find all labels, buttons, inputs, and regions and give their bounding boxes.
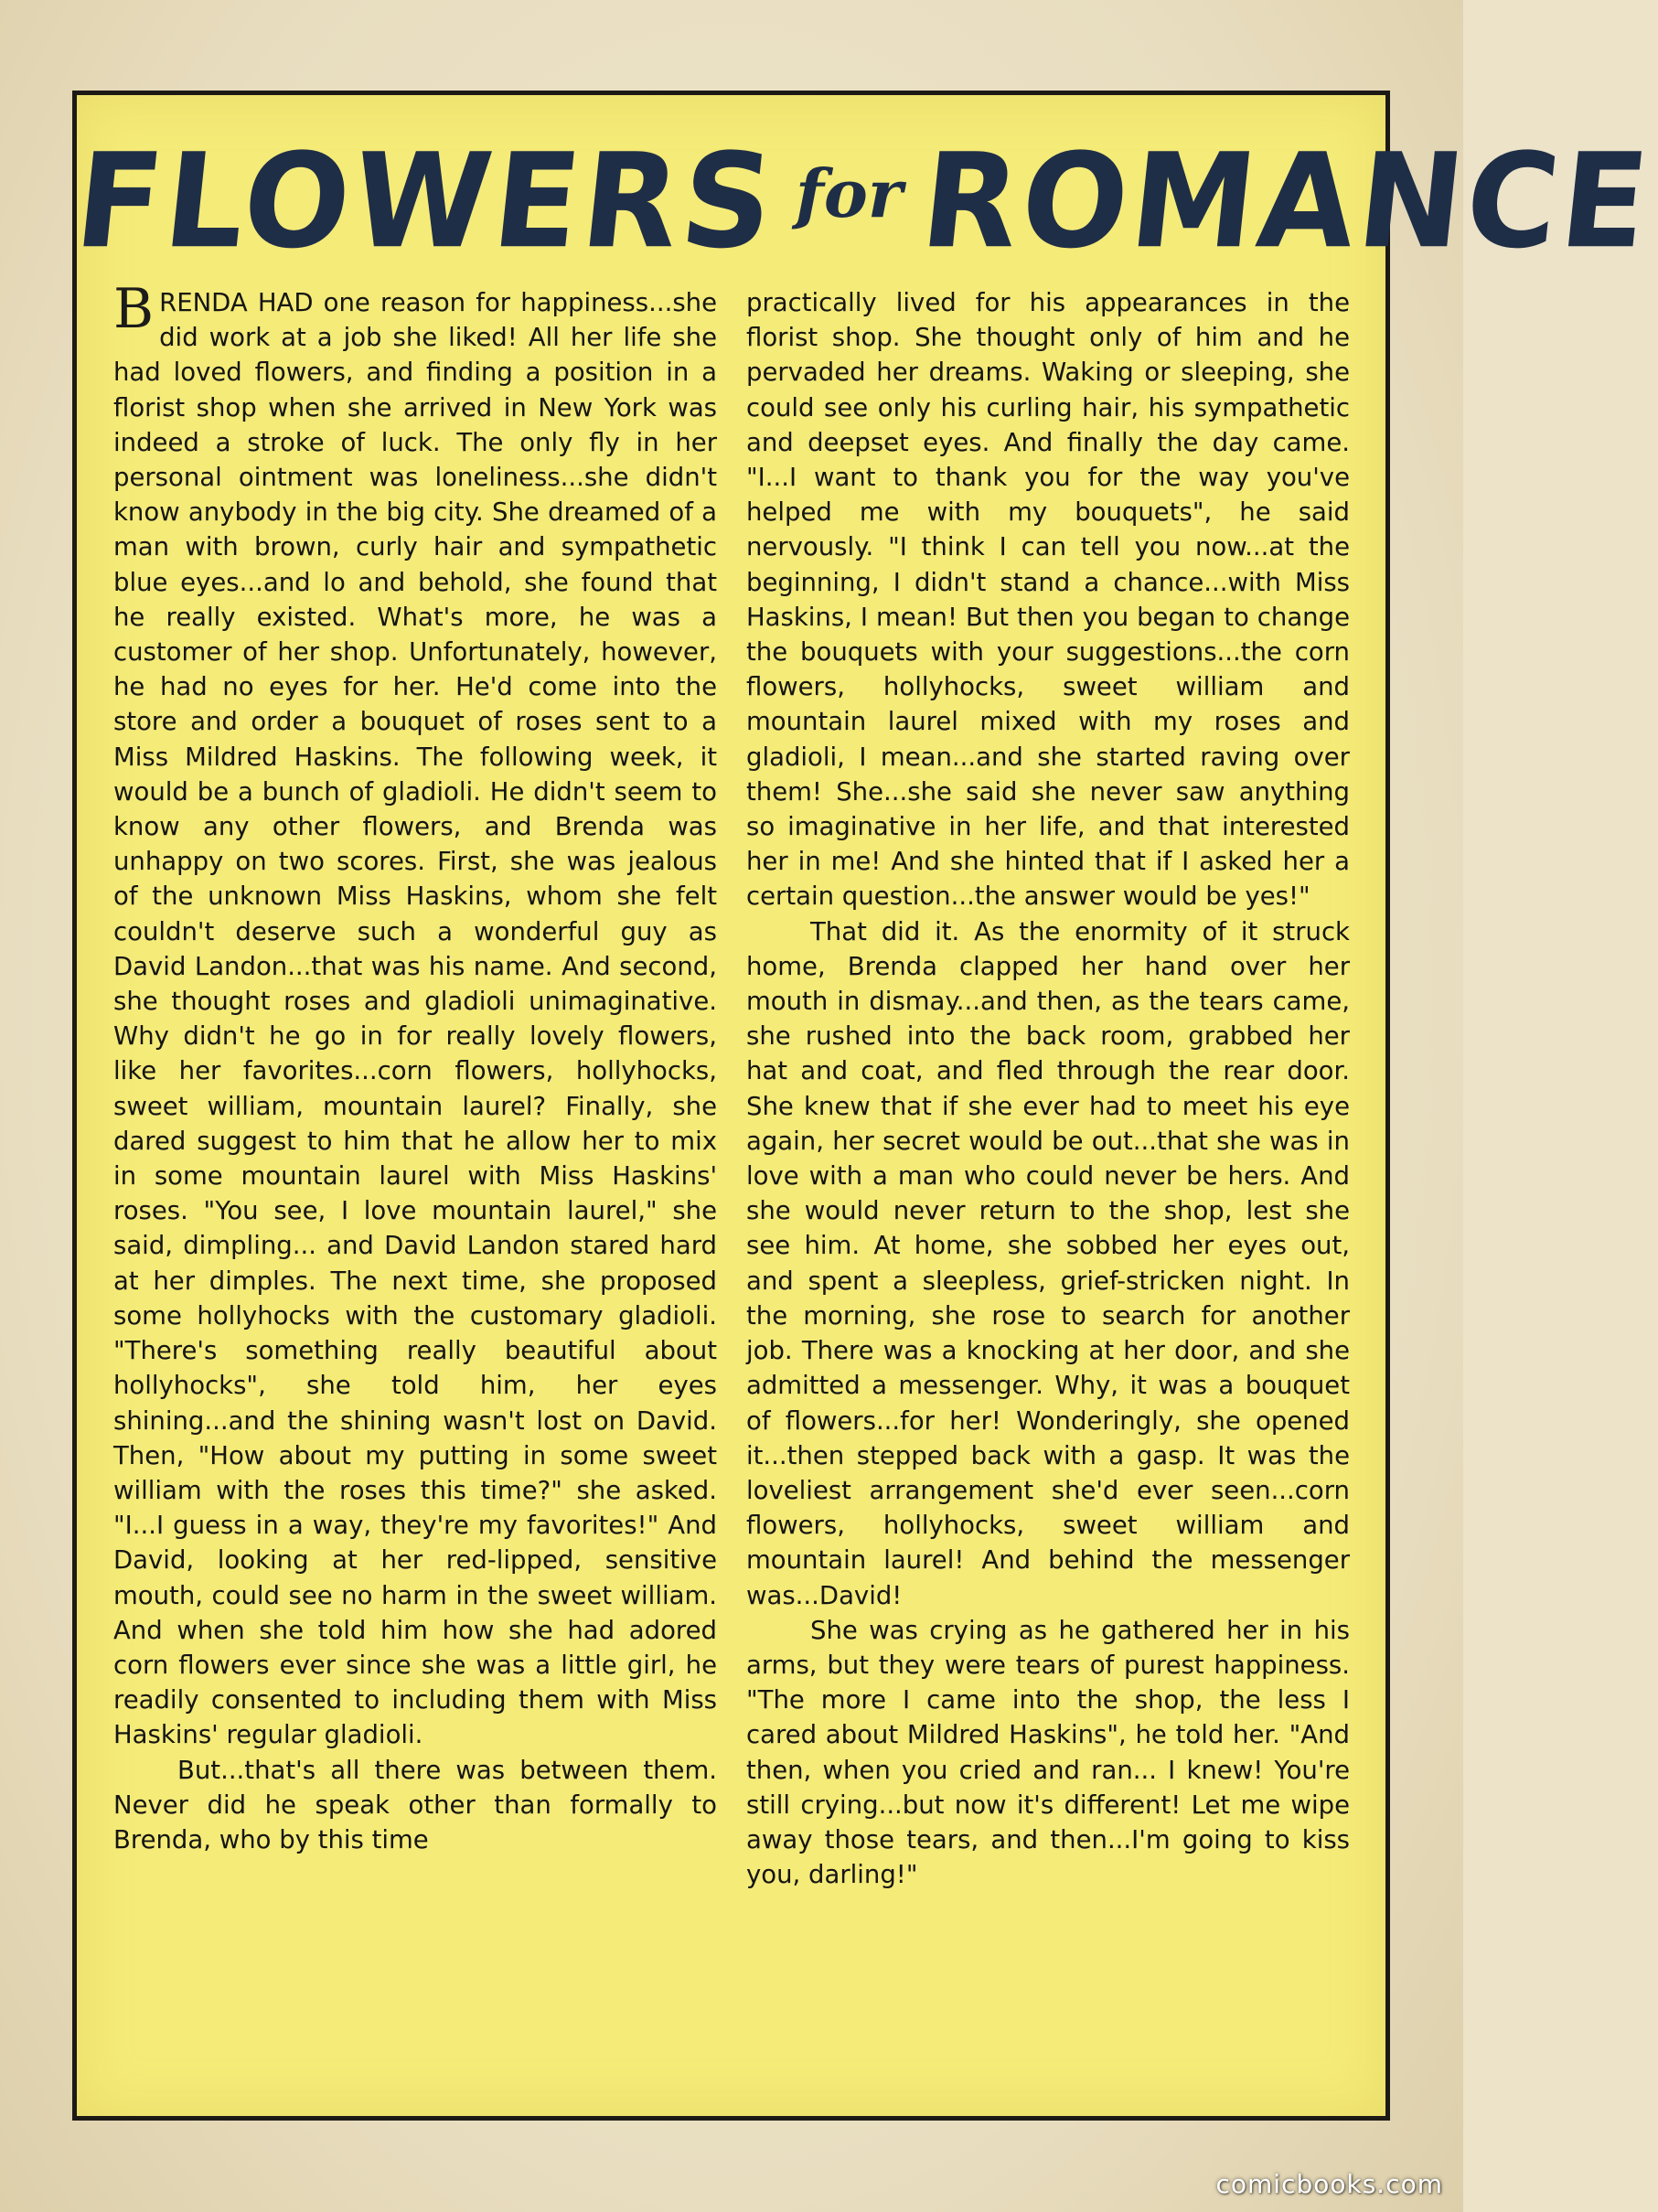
title-word-for: for: [795, 155, 903, 232]
paragraph: That did it. As the enormity of it struck home, Brenda clapped her hand over her mouth in dismay...and then, as the tears came, she rushed into the back room, grabbed her hat and coat, and fled through the rear door. She knew that if she ever had to meet his eye again, her secret would be out...that she was in love with a man who could never be hers. And she would never return to the shop, lest she see him. At home, she sobbed her eyes out, and spent a sleepless, grief-stricken night. In the morning, she rose to search for another job. There was a knocking at her door, and she admitted a messenger. Why, it was a bouquet of flowers...for her! Wonderingly, she opened it...then stepped back with a gasp. It was the loveliest arrangement she'd ever seen...corn flowers, hollyhocks, sweet william and mountain laurel! And behind the messenger was...David!: [746, 916, 1350, 1610]
drop-cap: B: [113, 277, 155, 341]
paragraph: She was crying as he gathered her in his arms, but they were tears of purest happiness. "The more I came into the shop, the less I cared about Mildred Haskins", he told her. "And then, when you cried and ran... I knew! You're still crying...but now it's different! Let me wipe away those tears, and then...I'm going to kiss you, darling!": [746, 1615, 1350, 1890]
story-title: [69, 126, 1658, 278]
site-watermark: comicbooks.com: [1215, 2169, 1443, 2199]
right-column: [746, 285, 1350, 2089]
left-column: [113, 277, 717, 2089]
paragraph-text: RENDA HAD one reason for happiness...she did work at a job she liked! All her life she had loved flowers, and finding a position in a florist shop when she arrived in New York was indeed a stroke of luck. The only fly in her personal ointment was loneliness...she didn't know anybody in the big city. She dreamed of a man with brown, curly hair and sympathetic blue eyes...and lo and behold, she found that he really existed. What's more, he was a customer of her shop. Unfortunately, however, he had no eyes for her. He'd come into the store and order a bouquet of roses sent to a Miss Mildred Haskins. The following week, it would be a bunch of gladioli. He didn't seem to know any other flowers, and Brenda was unhappy on two scores. First, she was jealous of the unknown Miss Haskins, whom she felt couldn't deserve such a wonderful guy as David Landon...that was his name. And second, she thought roses and gladioli unimaginative. Why didn't he go in for really lovely flowers, like her favorites...corn flowers, hollyhocks, sweet william, mountain laurel? Finally, she dared suggest to him that he allow her to mix in some mountain laurel with Miss Haskins' roses. "You see, I love mountain laurel," she said, dimpling... and David Landon stared hard at her dimples. The next time, she proposed some hollyhocks with the customary gladioli. "There's something really beautiful about hollyhocks", she told him, her eyes shining...and the shining wasn't lost on David. Then, "How about my putting in some sweet william with the roses this time?" she asked. "I...I guess in a way, they're my favorites!" And David, looking at her red-lipped, sensitive mouth, could see no harm in the sweet william. And when she told him how she had adored corn flowers ever since she was a little girl, he readily consented to including them with Miss Haskins' regular gladioli.: [113, 288, 717, 1750]
text-columns: [113, 277, 1350, 2089]
paragraph: practically lived for his appearances in the florist shop. She thought only of him and he pervaded her dreams. Waking or sleeping, she could see only his curling hair, his sympathetic and deepset eyes. And finally the day came. "I...I want to thank you for the way you've helped me with my bouquets", he said nervously. "I think I can tell you now...at the beginning, I didn't stand a chance...with Miss Haskins, I mean! But then you began to change the bouquets with your suggestions...the corn flowers, hollyhocks, sweet william and mountain laurel mixed with my roses and gladioli, I mean...and she started raving over them! She...she said she never saw anything so imaginative in her life, and that interested her in me! And she hinted that if I asked her a certain question...the answer would be yes!": [746, 288, 1350, 912]
title-word-romance: ROMANCE: [915, 126, 1658, 278]
title-word-flowers: FLOWERS: [69, 126, 784, 278]
story-panel: [69, 91, 1658, 2121]
paragraph: [113, 277, 717, 1753]
paragraph: But...that's all there was between them. Never did he speak other than formally to Brenda, who by this time: [113, 1755, 717, 1854]
